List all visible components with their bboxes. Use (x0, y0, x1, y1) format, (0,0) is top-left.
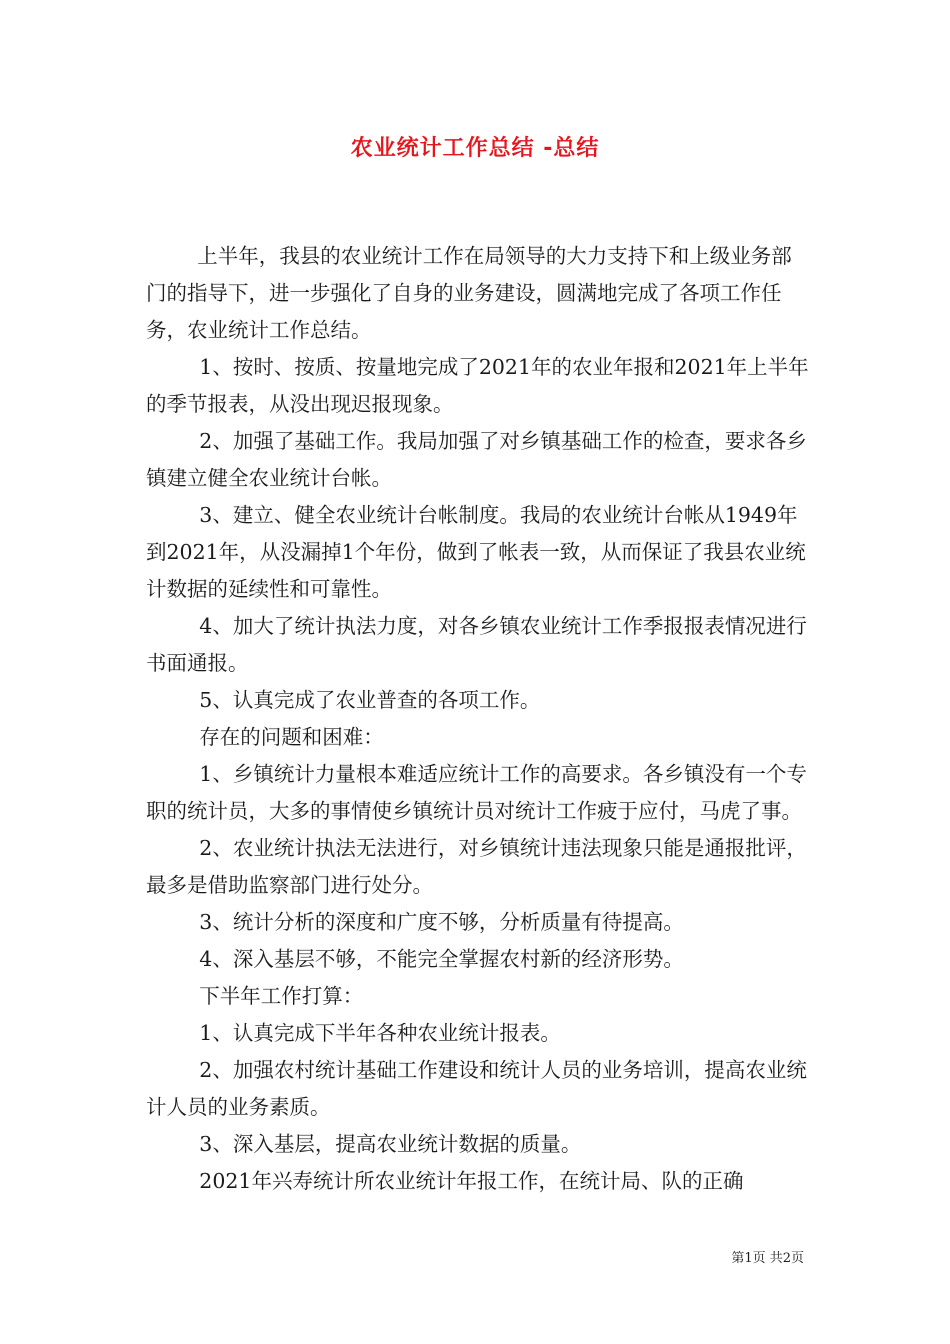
document-body (146, 238, 810, 1200)
paragraph-item: 1、认真完成下半年各种农业统计报表。 (199, 1021, 561, 1045)
document-title: 农业统计工作总结 -总结 (350, 136, 600, 161)
paragraph-item: 3、建立、健全农业统计台帐制度。我局的农业统计台帐从1949年到2021年，从没漏掉1个年份，做到了帐表一致，从而保证了我县农业统计数据的延续性和可靠性。 (146, 503, 806, 601)
paragraph-item: 2、加强了基础工作。我局加强了对乡镇基础工作的检查，要求各乡镇建立健全农业统计台帐。 (146, 429, 807, 490)
paragraph-item: 4、加大了统计执法力度，对各乡镇农业统计工作季报报表情况进行书面通报。 (146, 614, 807, 675)
section-heading-plans: 下半年工作打算： (199, 984, 364, 1008)
paragraph-item: 2、农业统计执法无法进行，对乡镇统计违法现象只能是通报批评，最多是借助监察部门进行处分。 (146, 836, 807, 897)
section-heading-problems: 存在的问题和困难： (199, 725, 384, 749)
paragraph-item: 3、深入基层，提高农业统计数据的质量。 (199, 1132, 582, 1156)
paragraph-item: 1、乡镇统计力量根本难适应统计工作的高要求。各乡镇没有一个专职的统计员，大多的事情使乡镇统计员对统计工作疲于应付，马虎了事。 (146, 762, 807, 823)
paragraph-item: 1、按时、按质、按量地完成了2021年的农业年报和2021年上半年的季节报表，从没出现迟报现象。 (146, 355, 809, 416)
page-number-footer: 第1页 共2页 (731, 1251, 804, 1266)
paragraph-intro: 上半年，我县的农业统计工作在局领导的大力支持下和上级业务部门的指导下，进一步强化了自身的业务建设，圆满地完成了各项工作任务，农业统计工作总结。 (146, 244, 792, 342)
paragraph-item: 3、统计分析的深度和广度不够，分析质量有待提高。 (199, 910, 684, 934)
paragraph-item: 2021年兴寿统计所农业统计年报工作，在统计局、队的正确 (199, 1169, 744, 1193)
paragraph-item: 5、认真完成了农业普查的各项工作。 (199, 688, 541, 712)
paragraph-item: 4、深入基层不够，不能完全掌握农村新的经济形势。 (199, 947, 684, 971)
paragraph-item: 2、加强农村统计基础工作建设和统计人员的业务培训，提高农业统计人员的业务素质。 (146, 1058, 807, 1119)
